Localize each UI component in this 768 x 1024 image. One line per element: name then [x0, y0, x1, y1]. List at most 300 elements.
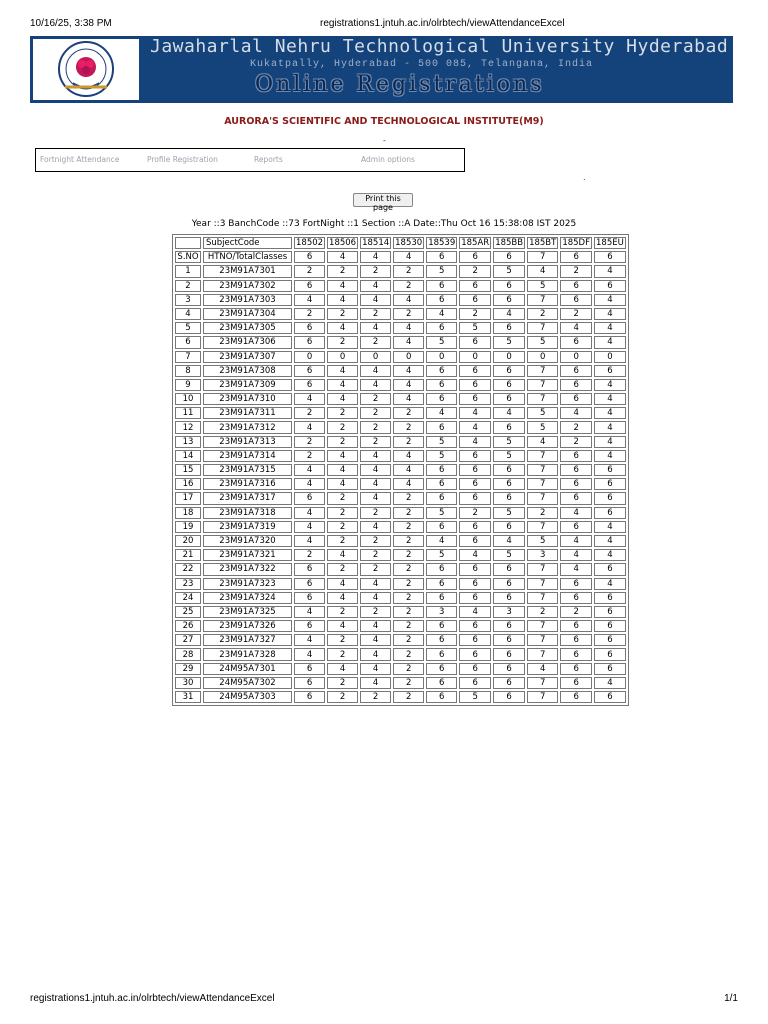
attendance-cell: 4	[294, 606, 325, 618]
attendance-cell: 4	[560, 407, 592, 419]
attendance-cell: 2	[360, 563, 391, 575]
htno-cell: 24M95A7301	[203, 663, 292, 675]
attendance-cell: 7	[527, 634, 558, 646]
table-row	[175, 450, 626, 462]
attendance-cell: 2	[360, 336, 391, 348]
attendance-cell: 7	[527, 379, 558, 391]
sno-cell: 27	[175, 634, 201, 646]
table-row	[175, 265, 626, 277]
attendance-cell: 6	[560, 336, 592, 348]
attendance-cell: 6	[560, 691, 592, 703]
htno-cell: 23M91A7318	[203, 507, 292, 519]
attendance-cell: 6	[294, 578, 325, 590]
attendance-cell: 0	[493, 351, 525, 363]
total-classes-cell: 6	[426, 251, 457, 263]
sno-cell: 10	[175, 393, 201, 405]
attendance-cell: 6	[594, 365, 626, 377]
attendance-cell: 7	[527, 478, 558, 490]
attendance-cell: 7	[527, 592, 558, 604]
attendance-cell: 4	[360, 280, 391, 292]
total-classes-cell: 6	[493, 251, 525, 263]
attendance-cell: 2	[393, 308, 424, 320]
attendance-cell: 6	[294, 280, 325, 292]
attendance-cell: 4	[459, 606, 491, 618]
attendance-cell: 2	[393, 535, 424, 547]
attendance-cell: 5	[493, 450, 525, 462]
attendance-cell: 2	[327, 648, 358, 660]
table-row	[175, 464, 626, 476]
attendance-cell: 0	[294, 351, 325, 363]
attendance-cell: 4	[360, 365, 391, 377]
attendance-cell: 6	[426, 379, 457, 391]
subject-code-cell: 185DF	[562, 238, 590, 249]
htno-cell: 23M91A7313	[203, 436, 292, 448]
attendance-cell: 2	[294, 407, 325, 419]
total-classes-cell: 6	[594, 251, 626, 263]
attendance-cell: 4	[360, 663, 391, 675]
htno-cell: 24M95A7302	[203, 677, 292, 689]
attendance-cell: 7	[527, 648, 558, 660]
attendance-cell: 2	[327, 265, 358, 277]
attendance-cell: 6	[594, 507, 626, 519]
attendance-cell: 6	[560, 379, 592, 391]
attendance-cell: 2	[393, 436, 424, 448]
htno-cell: 23M91A7310	[203, 393, 292, 405]
subject-code-cell: 18530	[395, 238, 423, 249]
attendance-cell: 2	[393, 563, 424, 575]
attendance-cell: 4	[360, 450, 391, 462]
attendance-cell: 4	[527, 265, 558, 277]
attendance-cell: 0	[327, 351, 358, 363]
page-number: 1/1	[724, 993, 738, 1004]
attendance-cell: 2	[327, 436, 358, 448]
attendance-cell: 4	[327, 464, 358, 476]
attendance-cell: 4	[527, 436, 558, 448]
attendance-cell: 6	[459, 663, 491, 675]
attendance-cell: 6	[560, 393, 592, 405]
attendance-cell: 4	[459, 549, 491, 561]
attendance-cell: 4	[594, 450, 626, 462]
sno-cell: 18	[175, 507, 201, 519]
sno-cell: 12	[175, 421, 201, 433]
attendance-cell: 2	[327, 634, 358, 646]
attendance-cell: 4	[594, 336, 626, 348]
htno-label: HTNO/TotalClasses	[203, 251, 292, 263]
attendance-cell: 4	[294, 507, 325, 519]
table-row	[175, 308, 626, 320]
attendance-cell: 0	[459, 351, 491, 363]
attendance-cell: 5	[527, 336, 558, 348]
sno-cell: 2	[175, 280, 201, 292]
attendance-cell: 6	[459, 521, 491, 533]
table-row	[175, 663, 626, 675]
attendance-cell: 5	[426, 336, 457, 348]
htno-cell: 23M91A7307	[203, 351, 292, 363]
attendance-cell: 7	[527, 365, 558, 377]
attendance-cell: 4	[560, 563, 592, 575]
attendance-cell: 7	[527, 393, 558, 405]
attendance-cell: 6	[560, 478, 592, 490]
attendance-cell: 6	[493, 393, 525, 405]
nav-admin-options[interactable]: Admin options	[361, 155, 415, 164]
attendance-cell: 4	[459, 407, 491, 419]
attendance-cell: 2	[294, 308, 325, 320]
htno-cell: 23M91A7322	[203, 563, 292, 575]
attendance-cell: 6	[560, 365, 592, 377]
table-row	[175, 691, 626, 703]
attendance-cell: 4	[594, 677, 626, 689]
attendance-cell: 6	[560, 592, 592, 604]
table-row	[175, 634, 626, 646]
subject-code-cell: 18514	[362, 238, 390, 249]
attendance-cell: 6	[426, 421, 457, 433]
table-row	[175, 436, 626, 448]
attendance-cell: 4	[594, 407, 626, 419]
total-classes-cell: 6	[459, 251, 491, 263]
attendance-cell: 6	[560, 578, 592, 590]
attendance-cell: 4	[294, 535, 325, 547]
attendance-cell: 2	[393, 578, 424, 590]
attendance-cell: 4	[360, 379, 391, 391]
attendance-cell: 6	[459, 563, 491, 575]
attendance-cell: 4	[594, 308, 626, 320]
attendance-cell: 7	[527, 521, 558, 533]
attendance-cell: 2	[360, 421, 391, 433]
attendance-cell: 6	[594, 492, 626, 504]
attendance-cell: 5	[527, 280, 558, 292]
attendance-cell: 2	[327, 407, 358, 419]
table-row	[175, 365, 626, 377]
attendance-cell: 5	[426, 436, 457, 448]
attendance-cell: 2	[527, 308, 558, 320]
table-row	[175, 563, 626, 575]
attendance-cell: 2	[393, 407, 424, 419]
attendance-cell: 6	[560, 648, 592, 660]
attendance-cell: 6	[560, 620, 592, 632]
attendance-cell: 6	[493, 663, 525, 675]
attendance-cell: 6	[459, 648, 491, 660]
attendance-cell: 4	[393, 464, 424, 476]
nav-reports[interactable]: Reports	[254, 155, 283, 164]
attendance-cell: 6	[294, 492, 325, 504]
attendance-cell: 6	[493, 648, 525, 660]
attendance-cell: 6	[426, 620, 457, 632]
attendance-cell: 6	[594, 592, 626, 604]
attendance-cell: 4	[594, 265, 626, 277]
attendance-cell: 2	[459, 308, 491, 320]
total-classes-cell: 4	[327, 251, 358, 263]
attendance-cell: 7	[527, 677, 558, 689]
sno-cell: 23	[175, 578, 201, 590]
attendance-cell: 4	[360, 464, 391, 476]
attendance-cell: 2	[393, 691, 424, 703]
attendance-cell: 6	[493, 563, 525, 575]
attendance-cell: 3	[493, 606, 525, 618]
attendance-cell: 6	[294, 336, 325, 348]
attendance-cell: 2	[360, 691, 391, 703]
attendance-cell: 2	[527, 606, 558, 618]
attendance-cell: 4	[327, 450, 358, 462]
attendance-cell: 6	[594, 478, 626, 490]
table-row	[175, 421, 626, 433]
attendance-cell: 2	[393, 280, 424, 292]
attendance-cell: 7	[527, 691, 558, 703]
attendance-cell: 2	[327, 521, 358, 533]
attendance-cell: 6	[459, 634, 491, 646]
table-row	[175, 478, 626, 490]
attendance-cell: 6	[493, 691, 525, 703]
attendance-cell: 2	[393, 634, 424, 646]
attendance-cell: 2	[360, 393, 391, 405]
attendance-cell: 0	[594, 351, 626, 363]
attendance-cell: 2	[393, 492, 424, 504]
attendance-cell: 6	[426, 578, 457, 590]
attendance-cell: 2	[360, 535, 391, 547]
attendance-cell: 6	[560, 280, 592, 292]
attendance-cell: 6	[294, 322, 325, 334]
attendance-cell: 2	[327, 308, 358, 320]
htno-cell: 23M91A7314	[203, 450, 292, 462]
attendance-cell: 6	[594, 663, 626, 675]
table-row	[175, 620, 626, 632]
attendance-cell: 2	[360, 407, 391, 419]
table-row	[175, 351, 626, 363]
attendance-cell: 2	[560, 436, 592, 448]
attendance-cell: 6	[426, 294, 457, 306]
attendance-cell: 6	[493, 620, 525, 632]
print-datetime: 10/16/25, 3:38 PM	[30, 18, 112, 29]
sno-cell: 30	[175, 677, 201, 689]
separator-dot: -	[383, 136, 386, 145]
subject-code-cell: 18539	[428, 238, 456, 249]
attendance-cell: 5	[493, 265, 525, 277]
attendance-cell: 4	[426, 308, 457, 320]
attendance-cell: 2	[327, 677, 358, 689]
print-footer	[30, 993, 738, 1007]
attendance-cell: 4	[327, 478, 358, 490]
attendance-cell: 5	[426, 450, 457, 462]
attendance-cell: 6	[459, 464, 491, 476]
separator-dot: .	[583, 173, 586, 182]
table-row	[175, 535, 626, 547]
table-row	[175, 606, 626, 618]
header-banner	[30, 36, 733, 103]
attendance-cell: 4	[360, 592, 391, 604]
attendance-cell: 6	[560, 521, 592, 533]
print-url: registrations1.jntuh.ac.in/olrbtech/viewAttendanceExcel	[320, 18, 565, 29]
attendance-cell: 6	[560, 464, 592, 476]
sno-cell: 31	[175, 691, 201, 703]
table-row	[175, 294, 626, 306]
subject-code-cell: 18506	[329, 238, 357, 249]
footer-url: registrations1.jntuh.ac.in/olrbtech/viewAttendanceExcel	[30, 993, 275, 1004]
table-row	[175, 648, 626, 660]
attendance-cell: 4	[493, 407, 525, 419]
attendance-cell: 5	[459, 322, 491, 334]
sno-cell: 3	[175, 294, 201, 306]
attendance-cell: 4	[459, 436, 491, 448]
sno-label: S.NO	[175, 251, 201, 263]
subject-code-cell: 185EU	[596, 238, 624, 249]
table-row	[175, 393, 626, 405]
attendance-cell: 6	[294, 379, 325, 391]
attendance-cell: 6	[594, 606, 626, 618]
attendance-cell: 6	[459, 620, 491, 632]
attendance-cell: 6	[493, 578, 525, 590]
attendance-cell: 2	[294, 436, 325, 448]
attendance-cell: 7	[527, 563, 558, 575]
attendance-cell: 6	[426, 393, 457, 405]
table-row	[175, 336, 626, 348]
attendance-cell: 6	[459, 492, 491, 504]
table-row	[175, 280, 626, 292]
attendance-cell: 6	[426, 691, 457, 703]
attendance-cell: 2	[360, 308, 391, 320]
attendance-cell: 4	[393, 478, 424, 490]
attendance-cell: 6	[294, 592, 325, 604]
attendance-cell: 4	[327, 365, 358, 377]
print-header	[30, 18, 738, 32]
attendance-cell: 4	[459, 421, 491, 433]
attendance-cell: 7	[527, 322, 558, 334]
attendance-cell: 2	[360, 436, 391, 448]
attendance-cell: 6	[459, 393, 491, 405]
nav-menu	[35, 148, 465, 172]
attendance-cell: 6	[294, 691, 325, 703]
attendance-cell: 6	[426, 592, 457, 604]
attendance-cell: 6	[459, 450, 491, 462]
attendance-cell: 6	[426, 648, 457, 660]
print-page-button[interactable]: Print this page	[353, 193, 413, 207]
attendance-cell: 4	[360, 294, 391, 306]
subject-code-cell: 185AR	[461, 238, 490, 249]
attendance-cell: 6	[493, 492, 525, 504]
attendance-cell: 5	[493, 336, 525, 348]
attendance-cell: 6	[426, 492, 457, 504]
attendance-cell: 2	[393, 677, 424, 689]
attendance-cell: 4	[327, 280, 358, 292]
sno-cell: 7	[175, 351, 201, 363]
attendance-cell: 4	[393, 393, 424, 405]
table-row	[175, 492, 626, 504]
sno-cell: 14	[175, 450, 201, 462]
attendance-cell: 4	[594, 421, 626, 433]
htno-cell: 23M91A7324	[203, 592, 292, 604]
attendance-cell: 6	[493, 521, 525, 533]
attendance-cell: 6	[594, 620, 626, 632]
attendance-cell: 4	[360, 492, 391, 504]
attendance-table	[172, 234, 629, 706]
attendance-cell: 4	[594, 578, 626, 590]
attendance-cell: 4	[360, 677, 391, 689]
attendance-cell: 6	[459, 336, 491, 348]
attendance-cell: 4	[393, 365, 424, 377]
attendance-cell: 4	[594, 322, 626, 334]
sno-cell: 4	[175, 308, 201, 320]
sno-cell: 13	[175, 436, 201, 448]
attendance-cell: 0	[527, 351, 558, 363]
attendance-cell: 6	[459, 294, 491, 306]
htno-cell: 23M91A7328	[203, 648, 292, 660]
attendance-cell: 6	[459, 280, 491, 292]
attendance-cell: 3	[426, 606, 457, 618]
attendance-cell: 4	[327, 322, 358, 334]
attendance-cell: 4	[426, 407, 457, 419]
attendance-cell: 6	[493, 634, 525, 646]
htno-cell: 23M91A7327	[203, 634, 292, 646]
attendance-cell: 2	[560, 308, 592, 320]
htno-cell: 23M91A7312	[203, 421, 292, 433]
attendance-cell: 2	[327, 507, 358, 519]
attendance-cell: 2	[560, 265, 592, 277]
attendance-cell: 2	[294, 265, 325, 277]
sno-cell: 16	[175, 478, 201, 490]
total-classes-cell: 4	[360, 251, 391, 263]
sno-cell: 17	[175, 492, 201, 504]
sno-cell: 25	[175, 606, 201, 618]
attendance-cell: 6	[294, 663, 325, 675]
attendance-cell: 2	[360, 606, 391, 618]
attendance-cell: 6	[493, 294, 525, 306]
sno-cell: 19	[175, 521, 201, 533]
table-row	[175, 521, 626, 533]
attendance-cell: 4	[560, 535, 592, 547]
attendance-cell: 6	[560, 634, 592, 646]
attendance-cell: 7	[527, 578, 558, 590]
attendance-cell: 2	[393, 606, 424, 618]
attendance-cell: 6	[493, 365, 525, 377]
attendance-cell: 6	[459, 677, 491, 689]
attendance-cell: 6	[294, 365, 325, 377]
attendance-cell: 2	[327, 606, 358, 618]
attendance-cell: 2	[294, 450, 325, 462]
attendance-cell: 4	[360, 634, 391, 646]
attendance-cell: 4	[327, 393, 358, 405]
attendance-cell: 6	[560, 677, 592, 689]
htno-cell: 23M91A7315	[203, 464, 292, 476]
attendance-cell: 4	[360, 521, 391, 533]
htno-cell: 23M91A7325	[203, 606, 292, 618]
attendance-cell: 4	[294, 294, 325, 306]
attendance-cell: 5	[426, 549, 457, 561]
attendance-cell: 5	[527, 421, 558, 433]
nav-fortnight-attendance[interactable]: Fortnight Attendance	[40, 155, 120, 164]
htno-cell: 23M91A7317	[203, 492, 292, 504]
attendance-cell: 6	[459, 365, 491, 377]
htno-cell: 24M95A7303	[203, 691, 292, 703]
attendance-cell: 4	[560, 549, 592, 561]
attendance-cell: 4	[360, 620, 391, 632]
sno-cell: 1	[175, 265, 201, 277]
online-registrations-title: Online Registrations	[255, 72, 545, 97]
attendance-cell: 6	[594, 563, 626, 575]
attendance-cell: 4	[360, 578, 391, 590]
nav-profile-registration[interactable]: Profile Registration	[147, 155, 218, 164]
attendance-cell: 4	[360, 322, 391, 334]
attendance-cell: 4	[594, 393, 626, 405]
attendance-cell: 4	[294, 478, 325, 490]
attendance-cell: 6	[493, 322, 525, 334]
attendance-cell: 2	[393, 620, 424, 632]
attendance-cell: 5	[527, 407, 558, 419]
attendance-cell: 2	[327, 535, 358, 547]
attendance-cell: 6	[493, 478, 525, 490]
attendance-cell: 6	[426, 280, 457, 292]
attendance-cell: 6	[594, 648, 626, 660]
attendance-cell: 6	[426, 478, 457, 490]
attendance-cell: 6	[493, 280, 525, 292]
table-header-row	[175, 237, 626, 249]
